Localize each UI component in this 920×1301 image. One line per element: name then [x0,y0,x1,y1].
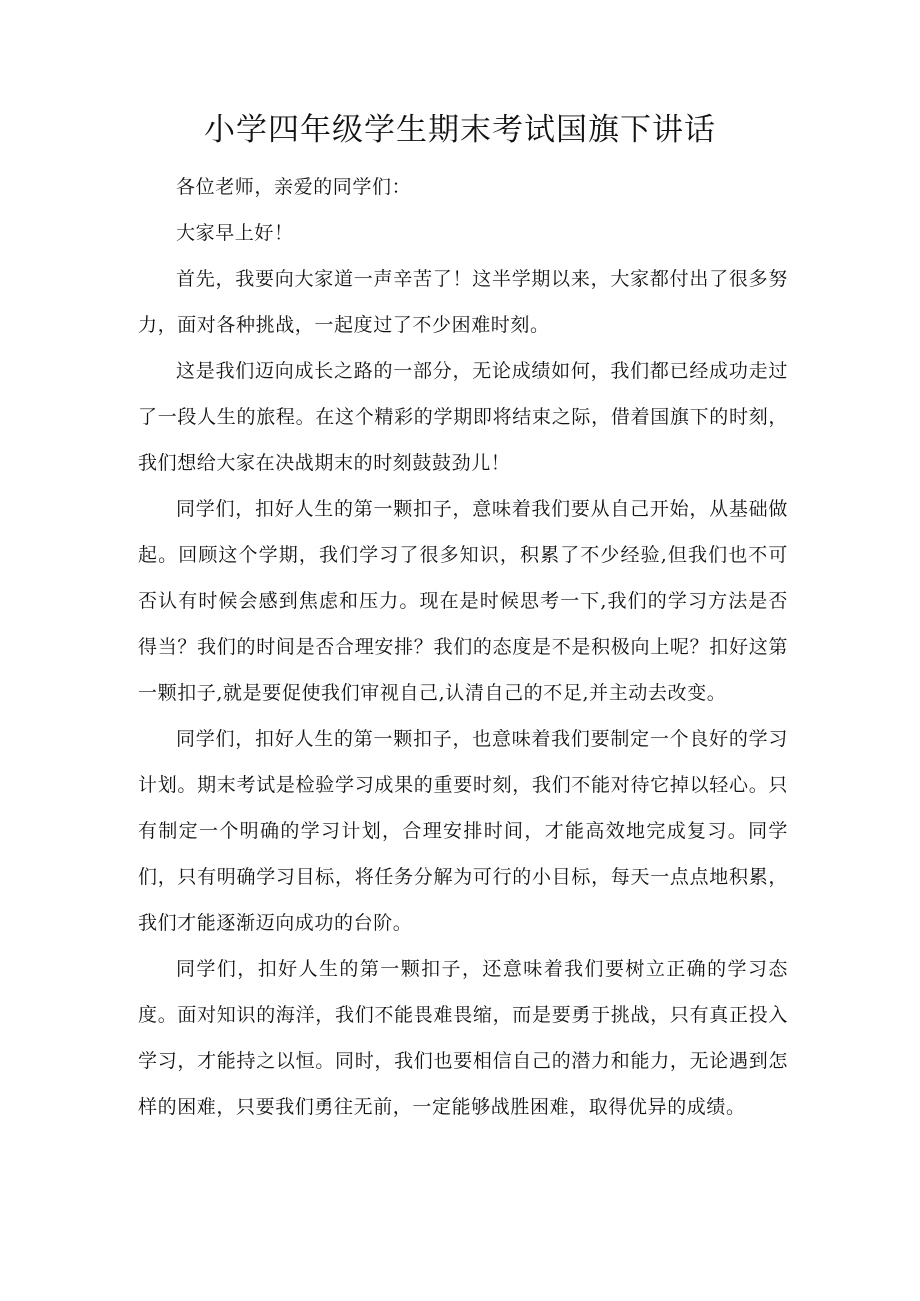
paragraph-greeting: 大家早上好！ [176,222,294,244]
paragraph: 同学们，扣好人生的第一颗扣子，意味着我们要从自己开始，从基础做起。回顾这个学期，我们学习了很多知识，积累了不少经验,但我们也不可否认有时候会感到焦虑和压力。现在是时候思考一下,我们的学习方法是否得当？我们的时间是否合理安排？我们的态度是不是积极向上呢？扣好这第一颗扣子,就是要促使我们审视自己,认清自己的不足,并主动去改变。 [138,498,788,704]
paragraph: 首先，我要向大家道一声辛苦了！这半学期以来，大家都付出了很多努力，面对各种挑战，一起度过了不少困难时刻。 [138,268,788,336]
paragraph: 这是我们迈向成长之路的一部分，无论成绩如何，我们都已经成功走过了一段人生的旅程。在这个精彩的学期即将结束之际，借着国旗下的时刻，我们想给大家在决战期末的时刻鼓鼓劲儿！ [138,360,788,474]
document-body [138,164,788,1130]
document-title: 小学四年级学生期末考试国旗下讲话 [204,112,716,148]
paragraph: 同学们，扣好人生的第一颗扣子，也意味着我们要制定一个良好的学习计划。期末考试是检验学习成果的重要时刻，我们不能对待它掉以轻心。只有制定一个明确的学习计划，合理安排时间，才能高效地完成复习。同学们，只有明确学习目标，将任务分解为可行的小目标，每天一点点地积累，我们才能逐渐迈向成功的台阶。 [138,728,788,934]
paragraph-salutation: 各位老师，亲爱的同学们： [176,176,412,198]
paragraph: 同学们，扣好人生的第一颗扣子，还意味着我们要树立正确的学习态度。面对知识的海洋，我们不能畏难畏缩，而是要勇于挑战，只有真正投入学习，才能持之以恒。同时，我们也要相信自己的潜力和能力，无论遇到怎样的困难，只要我们勇往无前，一定能够战胜困难，取得优异的成绩。 [138,958,788,1118]
